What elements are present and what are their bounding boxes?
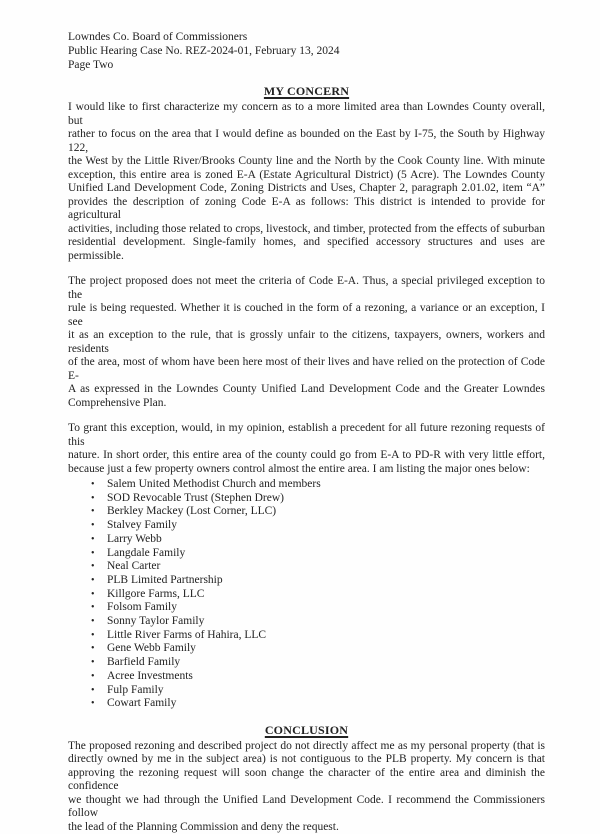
text-line: provides the description of zoning Code E-A as follows: This district is intended to provide for agricultural [68,195,545,221]
text-line: exception, this entire area is zoned E-A (Estate Agricultural District) (5 Acre). The Lowndes County [68,168,545,181]
text-line: The proposed rezoning and described project do not directly affect me as my personal property (that is [68,739,545,752]
property-owner-name: Langdale Family [107,546,186,559]
bullet-icon: • [91,533,95,545]
text-line: A as expressed in the Lowndes County Unified Land Development Code and the Greater Lowndes [68,383,545,395]
property-owner-item [91,478,545,492]
property-owner-name: Stalvey Family [107,519,177,532]
property-owner-item [91,670,545,684]
text-line: because just a few property owners control almost the entire area. I am listing the major ones below: [68,462,530,475]
bullet-icon: • [91,657,95,669]
bullet-icon: • [91,616,95,628]
property-owner-name: Killgore Farms, LLC [107,587,205,600]
property-owner-item [91,601,545,615]
bullet-icon: • [91,629,95,641]
bullet-icon: • [91,547,95,559]
property-owner-item [91,519,545,533]
property-owner-item [91,684,545,698]
property-owner-name: Little River Farms of Hahira, LLC [107,628,267,641]
property-owner-name: SOD Revocable Trust (Stephen Drew) [107,491,284,504]
property-owner-item [91,560,545,574]
text-line: activities, including those related to crops, livestock, and timber, protected from the effects of suburban [68,222,545,235]
text-line: rather to focus on the area that I would define as bounded on the East by I-75, the South by Highway 122, [68,128,545,154]
property-owner-name: Gene Webb Family [107,642,196,655]
property-owners-list [68,478,545,711]
bullet-icon: • [91,684,95,696]
property-owner-name: Fulp Family [107,683,164,696]
bullet-icon: • [91,492,95,504]
text-line: rule is being requested. Whether it is couched in the form of a rezoning, a variance or an exception, I see [68,302,545,328]
bullet-icon: • [91,506,95,518]
bullet-icon: • [91,602,95,614]
section-heading-conclusion [68,723,545,737]
bullet-icon: • [91,698,95,710]
header-page-label: Page Two [68,59,114,71]
text-line: The project proposed does not meet the criteria of Code E-A. Thus, a special privileged exception to the [68,275,545,301]
bullet-icon: • [91,561,95,573]
conclusion-heading-text: CONCLUSION [264,722,349,737]
property-owner-item [91,505,545,519]
bullet-icon: • [91,520,95,532]
text-line: Unified Land Development Code, Zoning Districts and Uses, Chapter 2, paragraph 2.01.02, item “A” [68,182,545,194]
bullet-icon: • [91,643,95,655]
property-owner-name: Berkley Mackey (Lost Corner, LLC) [107,505,277,518]
property-owner-name: Cowart Family [107,697,177,710]
my-concern-heading-text: MY CONCERN [263,84,350,98]
text-line: the lead of the Planning Commission and deny the request. [68,820,339,833]
text-line: approving the rezoning request will soon change the character of the entire area and diminish the confidence [68,766,545,793]
document-header [68,30,545,72]
text-line: the West by the Little River/Brooks County line and the North by the Cook County line. With minute [68,155,545,167]
property-owner-name: Sonny Taylor Family [107,615,205,628]
text-line: directly owned by me in the subject area) is not contiguous to the PLB property. My concern is that [68,753,545,766]
text-line: of the area, most of whom have been here most of their lives and have relied on the protection of Code E- [68,356,545,382]
property-owner-item [91,697,545,711]
text-line: Comprehensive Plan. [68,396,167,409]
property-owner-name: Neal Carter [107,560,161,573]
property-owner-item [91,615,545,629]
property-owner-name: Salem United Methodist Church and members [107,478,321,490]
property-owner-item [91,574,545,588]
bullet-icon: • [91,574,95,586]
text-line: we thought we had through the Unified Land Development Code. I recommend the Commissioners follow [68,793,545,820]
bullet-icon: • [91,479,95,490]
property-owner-name: Acree Investments [107,669,193,682]
property-owner-item [91,656,545,670]
header-case-line: Public Hearing Case No. REZ-2024-01, February 13, 2024 [68,45,340,57]
text-line: nature. In short order, this entire area of the county could go from E-A to PD-R with very little effort, [68,449,545,461]
text-line: I would like to first characterize my concern as to a more limited area than Lowndes County overall, but [68,101,545,127]
header-organization: Lowndes Co. Board of Commissioners [68,31,248,43]
property-owner-name: PLB Limited Partnership [107,573,223,586]
paragraph-conclusion [68,740,545,834]
property-owner-item [91,492,545,506]
paragraph-area-definition [68,101,545,263]
paragraph-exception-to-rule [68,275,545,410]
property-owner-name: Folsom Family [107,601,177,614]
section-heading-my-concern [68,84,545,98]
property-owner-name: Larry Webb [107,532,162,545]
paragraph-precedent [68,422,545,476]
property-owner-item [91,588,545,602]
bullet-icon: • [91,670,95,682]
property-owner-name: Barfield Family [107,656,181,669]
property-owner-item [91,547,545,561]
property-owner-item [91,642,545,656]
text-line: To grant this exception, would, in my opinion, establish a precedent for all future rezoning requests of this [68,422,545,448]
text-line: residential development. Single-family homes, and specified accessory structures and uses are permissible. [68,236,545,262]
bullet-icon: • [91,588,95,600]
property-owner-item [91,629,545,643]
property-owner-item [91,533,545,547]
text-line: it as an exception to the rule, that is grossly unfair to the citizens, taxpayers, owners, workers and residents [68,329,545,355]
